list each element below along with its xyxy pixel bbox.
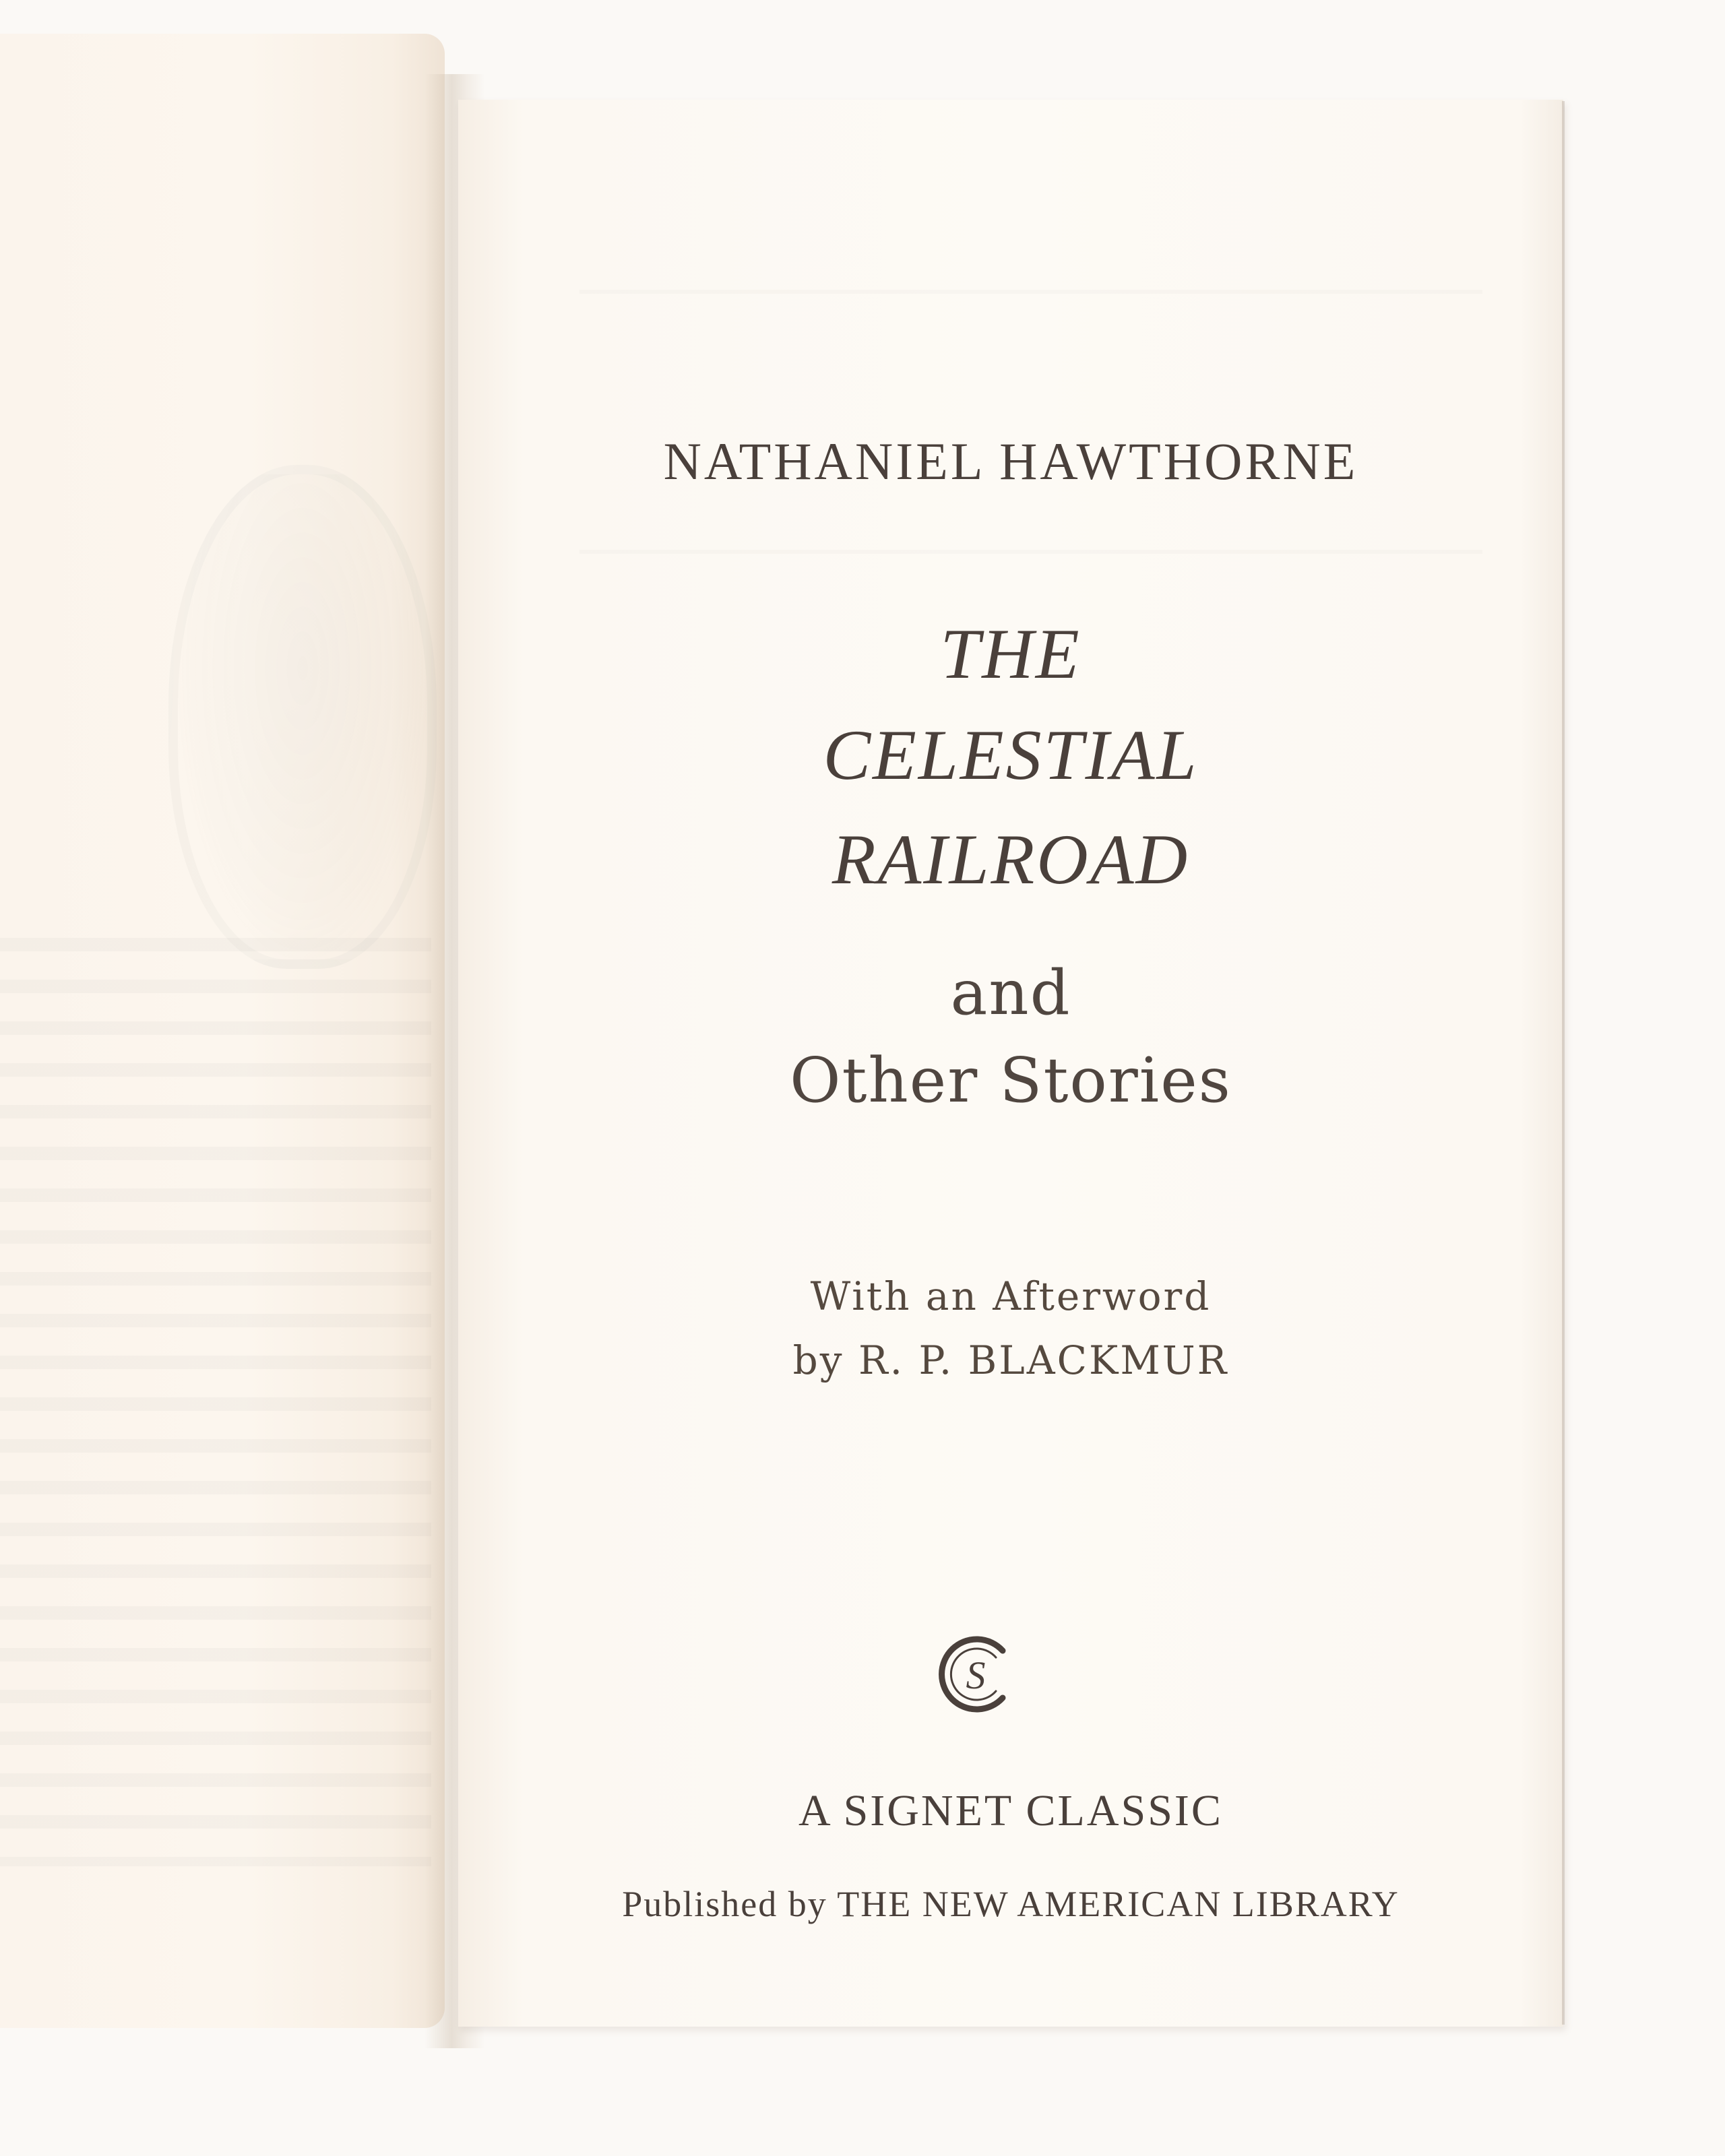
- afterword-line-2: by R. P. BLACKMUR: [792, 1337, 1229, 1383]
- title-line-3: RAILROAD: [832, 820, 1190, 899]
- logo-monogram: S: [966, 1653, 986, 1697]
- subtitle-line-2: Other Stories: [790, 1044, 1232, 1116]
- title-line-1: THE: [940, 614, 1081, 693]
- portrait-show-through: [168, 465, 437, 969]
- signet-classic-logo-icon: [931, 1630, 1019, 1718]
- publisher-line: Published by THE NEW AMERICAN LIBRARY: [622, 1884, 1400, 1924]
- left-page: [0, 34, 445, 2028]
- afterword-line-1: With an Afterword: [810, 1273, 1212, 1319]
- imprint-line: A SIGNET CLASSIC: [798, 1786, 1223, 1835]
- show-through-box: [579, 290, 1482, 554]
- title-line-2: CELESTIAL: [823, 716, 1199, 794]
- author-name: NATHANIEL HAWTHORNE: [663, 432, 1358, 490]
- text-show-through: [0, 910, 431, 1866]
- subtitle-line-1: and: [950, 957, 1071, 1029]
